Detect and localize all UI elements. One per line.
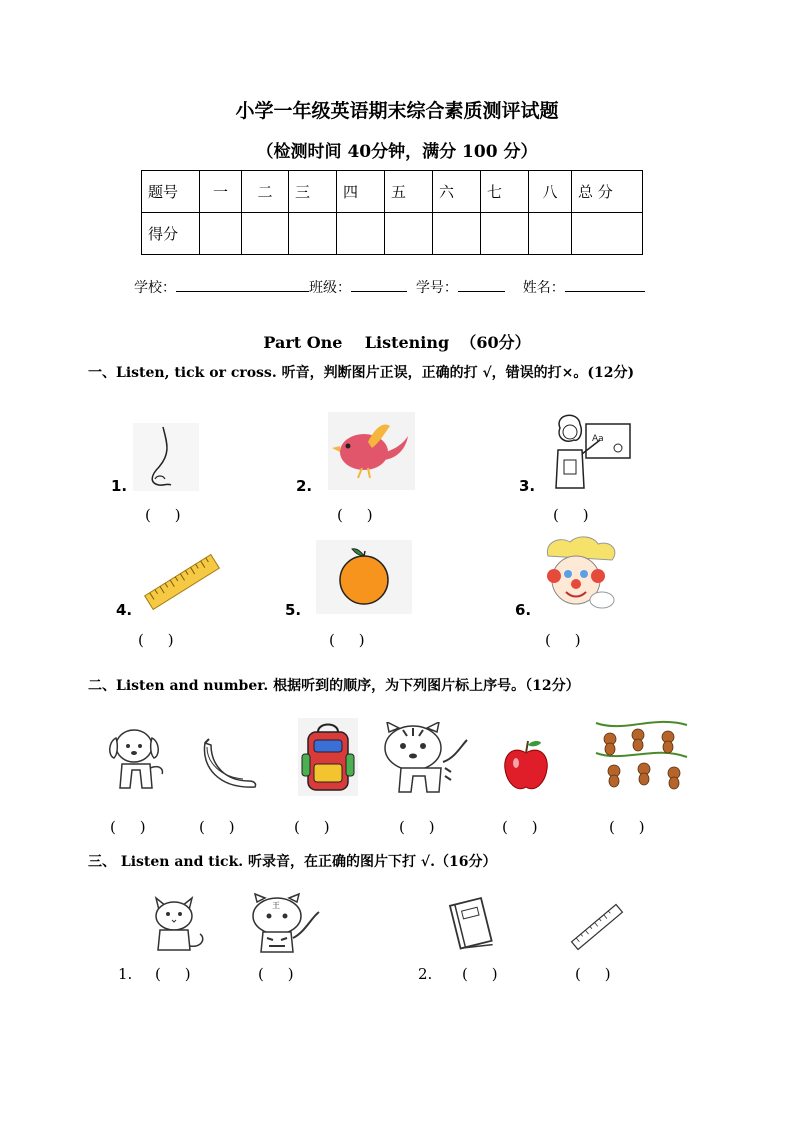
answer-paren[interactable]: ( ) [294,818,330,836]
school-field[interactable] [176,277,309,292]
answer-paren[interactable]: ( ) [155,965,191,983]
item-number: 3. [519,477,536,495]
clown-icon [540,534,622,616]
monkeys-icon [594,713,689,796]
orange-icon [316,540,412,614]
answer-paren[interactable]: ( ) [502,818,538,836]
item-number: 4. [116,601,133,619]
table-row-label: 得分 [142,213,200,255]
answer-paren[interactable]: ( ) [329,631,365,649]
answer-paren[interactable]: ( ) [145,506,181,524]
item-number: 6. [515,601,532,619]
table-header-cell: 五 [385,171,433,213]
ruler-icon [141,552,223,612]
table-header-cell: 题号 [142,171,200,213]
book-icon [447,895,497,953]
table-header-cell: 六 [433,171,481,213]
item-number: 1. [111,477,128,495]
cat-icon [148,890,208,954]
table-row [142,171,643,213]
name-label: 姓名： [522,280,565,296]
table-header-cell: 七 [481,171,529,213]
answer-paren[interactable]: ( ) [462,965,498,983]
score-cell[interactable] [242,213,289,255]
page-subtitle: （检测时间 40分钟，满分 100 分） [256,142,538,162]
score-cell[interactable] [337,213,385,255]
section2-instruction: 二、Listen and number. 根据听到的顺序，为下列图片标上序号。（12分） [88,678,580,694]
answer-paren[interactable]: ( ) [337,506,373,524]
table-row [142,213,643,255]
answer-paren[interactable]: ( ) [110,818,146,836]
number-field[interactable] [458,277,505,292]
number-label: 学号： [415,280,458,296]
table-header-cell: 二 [242,171,289,213]
page-title: 小学一年级英语期末综合素质测评试题 [235,100,559,122]
student-info [134,277,645,297]
school-label: 学校： [134,280,176,296]
class-field[interactable] [351,277,407,292]
answer-paren[interactable]: ( ) [545,631,581,649]
score-table [141,170,643,255]
score-cell[interactable] [572,213,643,255]
ruler-icon [568,898,626,956]
table-header-cell: 三 [289,171,337,213]
dog-icon [104,724,170,794]
section1-instruction: 一、Listen, tick or cross. 听音，判断图片正误，正确的打 √，错误的打×。(12分) [88,365,635,381]
part-one-title: Part One Listening （60分） [263,333,531,352]
score-cell[interactable] [289,213,337,255]
name-field[interactable] [565,277,645,292]
bag-icon [298,718,358,796]
table-header-cell: 总 分 [572,171,643,213]
answer-paren[interactable]: ( ) [609,818,645,836]
score-cell[interactable] [481,213,529,255]
table-header-cell: 一 [200,171,242,213]
teacher-icon [548,408,634,492]
score-cell[interactable] [433,213,481,255]
bird-icon [328,412,415,490]
class-label: 班级： [309,280,351,296]
answer-paren[interactable]: ( ) [258,965,294,983]
table-header-cell: 八 [529,171,572,213]
banana-icon [199,737,262,795]
answer-paren[interactable]: ( ) [199,818,235,836]
nose-icon [133,423,199,491]
score-cell[interactable] [385,213,433,255]
tiger-icon [381,722,473,796]
item-number: 1. [118,965,133,983]
score-cell[interactable] [529,213,572,255]
table-header-cell: 四 [337,171,385,213]
answer-paren[interactable]: ( ) [138,631,174,649]
answer-paren[interactable]: ( ) [399,818,435,836]
apple-icon [501,737,552,795]
svg-text:王: 王 [272,901,280,910]
section3-instruction: 三、 Listen and tick. 听录音，在正确的图片下打 √.（16分） [88,854,497,870]
item-number: 2. [296,477,313,495]
item-number: 2. [418,965,433,983]
tiger-icon [247,892,325,956]
score-cell[interactable] [200,213,242,255]
answer-paren[interactable]: ( ) [575,965,611,983]
svg-text:Aa: Aa [592,434,604,444]
item-number: 5. [285,601,302,619]
answer-paren[interactable]: ( ) [553,506,589,524]
